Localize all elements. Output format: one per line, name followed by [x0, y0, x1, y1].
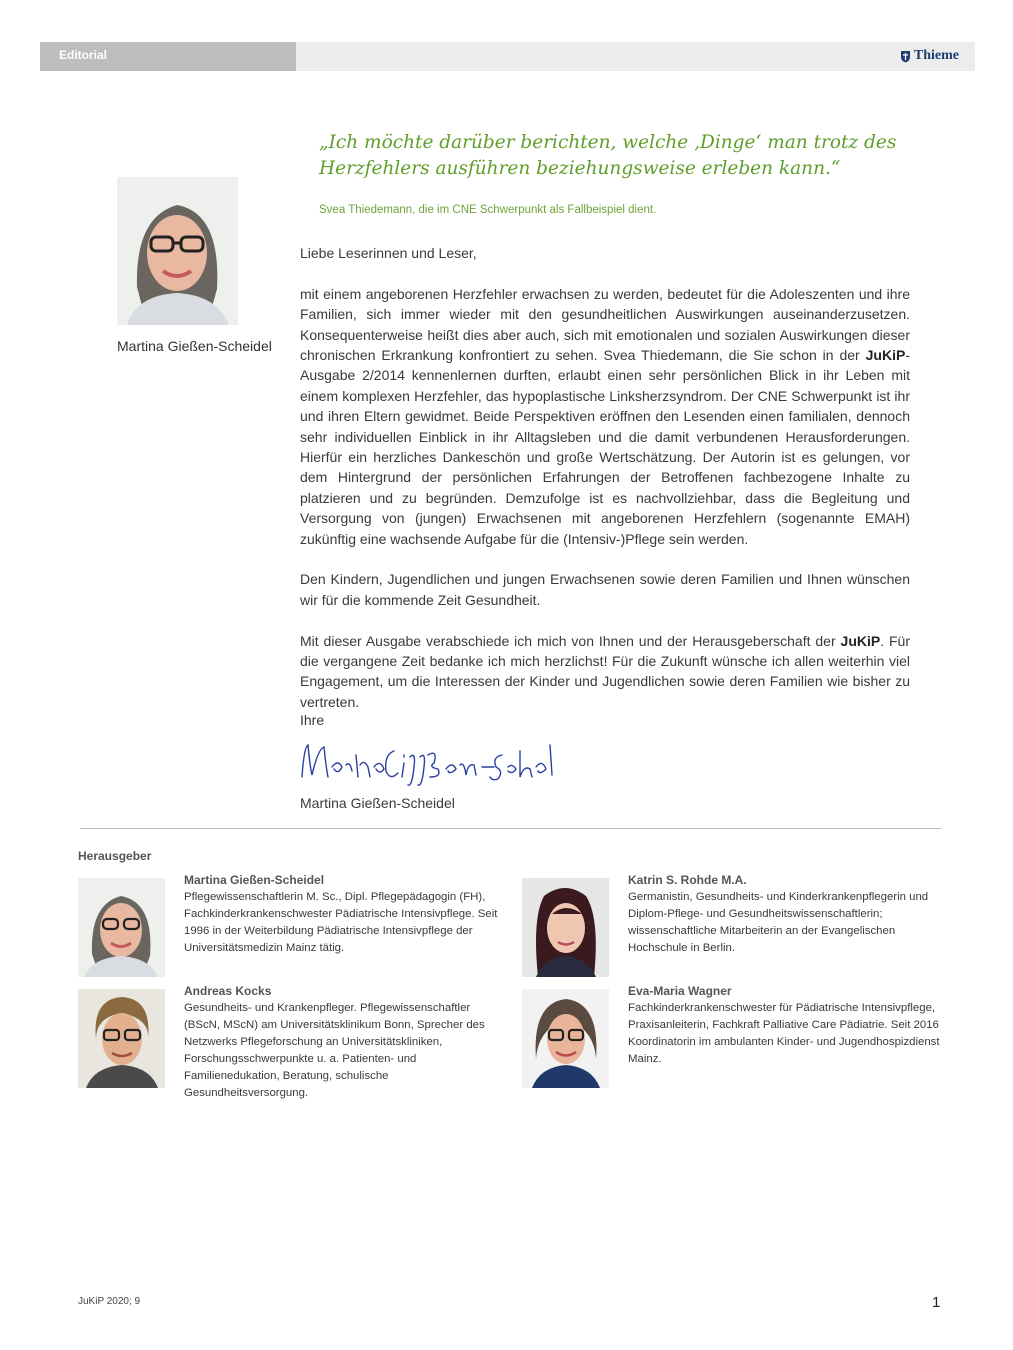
letter-greeting: Liebe Leserinnen und Leser, — [300, 245, 477, 261]
editor-photo — [522, 989, 609, 1088]
editor-name: Martina Gießen-Scheidel — [184, 873, 325, 887]
brand-logo — [900, 48, 959, 64]
editor-photo — [78, 878, 165, 977]
letter-paragraph-2: Den Kindern, Jugendlichen und jungen Erwachsenen sowie deren Familien und Ihnen wünschen wir für die kommende Zeit Gesundheit. — [300, 571, 910, 608]
editor-entry — [184, 983, 499, 1102]
journal-reference: JuKiP 2020; 9 — [78, 1296, 141, 1307]
editors-title: Herausgeber — [78, 849, 152, 863]
signature-name: Martina Gießen-Scheidel — [300, 795, 455, 811]
journal-name: JuKiP — [865, 347, 906, 364]
handwritten-signature — [298, 737, 558, 789]
editor-name: Katrin S. Rohde M.A. — [628, 873, 747, 887]
editor-entry — [628, 872, 943, 957]
page-number: 1 — [932, 1294, 941, 1311]
editor-bio: Fachkinderkrankenschwester für Pädiatrische Intensivpflege, Praxisanleiterin, Fachkraft Palliative Care Pädiatrie. Seit 2016 Koordinatorin im ambulanten Kinder- und Jugendhospizdienst Mainz. — [628, 1002, 940, 1065]
author-caption: Martina Gießen-Scheidel — [117, 338, 272, 354]
letter-paragraph-1: mit einem angeborenen Herzfehler erwachsen zu werden, bedeutet für die Adoleszenten und ihre Familien, sich immer wieder mit den gesundheitlichen Auswirkungen auseinanderzusetzen. Konsequenterweise heißt dies aber auch, sich mit emotionalen und sozialen Auswirkungen dieser chronischen Erkrankung konfrontiert zu sehen. Svea Thiedemann, die Sie schon in der JuKiP-Ausgabe 2/2014 kennenlernen durften, erlaubt einen sehr persönlichen Blick in ihr Leben mit einem komplexen Herzfehler, das hypoplastische Linksherzsyndrom. Der CNE Schwerpunkt ist ihr und ihren Eltern gewidmet. Beide Perspektiven eröffnen den Lesenden einen familialen, dennoch sehr individuellen Einblick in ihr Alltagsleben und die damit verbundenen Herausforderungen. Hierfür ein herzliches Dankeschön und große Wertschätzung. Der Autorin ist es gelungen, vor dem Hintergrund der persönlichen Erfahrungen der Betroffenen fachbezogene Inhalte zu platzieren und zu begründen. Demzufolge ist es nachvollziehbar, dass die Begleitung und Versorgung von (jungen) Erwachsenen mit angeborenen Herzfehlern (sogenannte EMAH) zukünftig eine wachsende Aufgabe für die (Intensiv-)Pflege sein werden. — [300, 285, 910, 547]
editor-bio: Germanistin, Gesundheits- und Kinderkrankenpflegerin und Diplom-Pflege- und Gesundheitswissenschaftlerin; wissenschaftliche Mitarbeiterin an der Evangelischen Hochschule in Berlin. — [628, 891, 929, 954]
letter-body — [300, 243, 910, 733]
editor-photo — [522, 878, 609, 977]
editor-bio: Pflegewissenschaftlerin M. Sc., Dipl. Pflegepädagogin (FH), Fachkinderkrankenschwester Pädiatrische Intensivpflege. Seit 1996 in der Weiterbildung Pädiatrische Intensivpflege der Universitätsmedizin Mainz tätig. — [184, 891, 498, 954]
thieme-logo-icon — [900, 50, 911, 63]
letter-paragraph-3: Mit dieser Ausgabe verabschiede ich mich von Ihnen und der Herausgeberschaft der JuKiP. Für die vergangene Zeit bedanke ich mich herzlichst! Für die Zukunft wünsche ich allen weiterhin viel Engagement, um die Interessen der Kinder und Jugendlichen sowie deren Familien wie bisher zu vertreten. — [300, 632, 911, 710]
pull-quote: „Ich möchte darüber berichten, welche ‚Dinge‘ man trotz des Herzfehlers ausführen beziehungsweise erleben kann.“ — [319, 132, 897, 179]
editor-photo — [78, 989, 165, 1088]
brand-name: Thieme — [913, 48, 959, 63]
author-portrait — [117, 177, 238, 325]
editor-entry — [628, 983, 943, 1068]
journal-name: JuKiP — [840, 632, 881, 649]
editor-bio: Gesundheits- und Krankenpfleger. Pflegewissenschaftler (BScN, MScN) am Universitätsklinikum Bonn, Sprecher des Netzwerks Pflegeforschung an Universitätskliniken, Forschungsschwerpunkte u. a. Patienten- und Familienedukation, Beratung, schulische Gesundheitsversorgung. — [184, 1002, 485, 1099]
section-tab — [40, 42, 296, 71]
editor-entry — [184, 872, 499, 957]
quote-source: Svea Thiedemann, die im CNE Schwerpunkt als Fallbeispiel dient. — [319, 204, 657, 216]
header-bar — [40, 42, 975, 71]
editor-name: Andreas Kocks — [184, 984, 272, 998]
editor-name: Eva-Maria Wagner — [628, 984, 732, 998]
section-label: Editorial — [59, 48, 108, 62]
divider — [80, 828, 941, 829]
sign-off: Ihre — [300, 712, 325, 728]
